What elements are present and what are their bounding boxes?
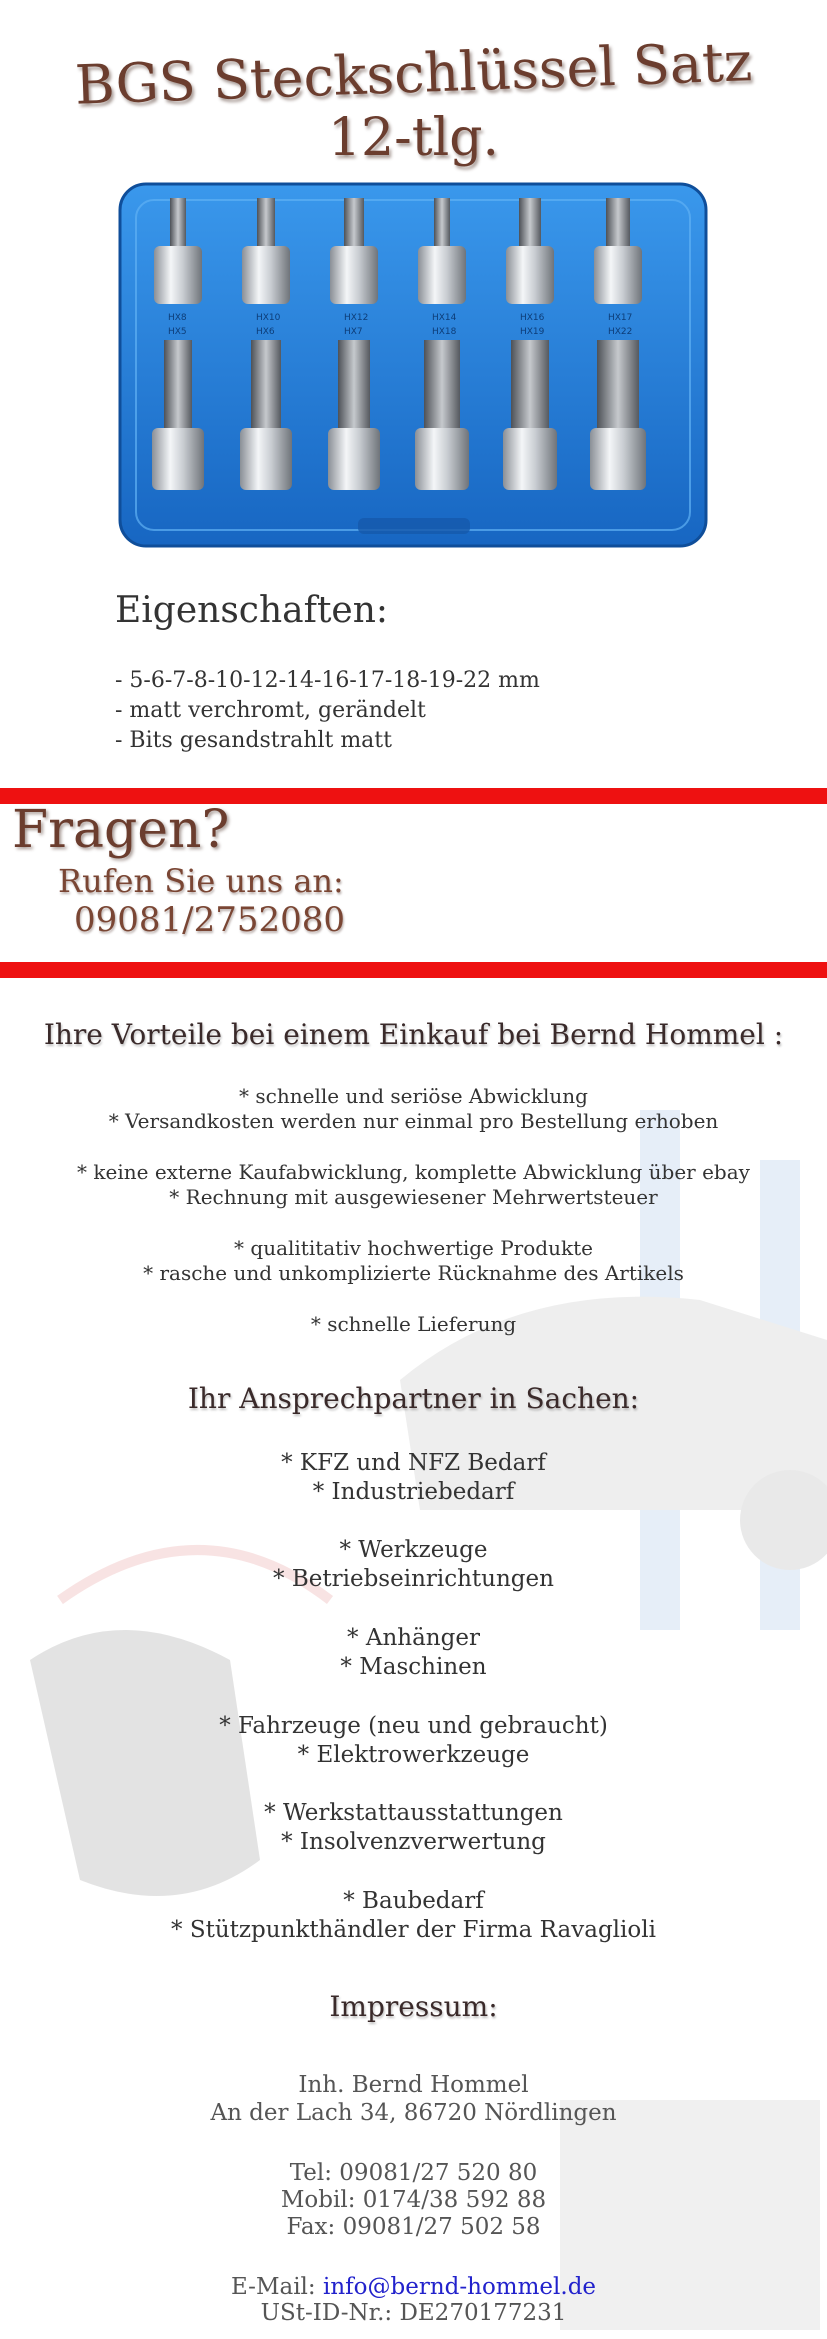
case-label: HX16 — [520, 313, 545, 323]
case-label: HX18 — [432, 327, 457, 337]
properties-heading: Eigenschaften: — [115, 590, 389, 631]
case-label: HX14 — [432, 313, 457, 323]
advantage-item: * schnelle Lieferung — [310, 1312, 517, 1336]
case-label: HX19 — [520, 327, 545, 337]
socket-set-case-illustration — [118, 180, 710, 550]
partner-item: * Werkstattausstattungen — [264, 1800, 563, 1826]
divider-bar — [0, 962, 827, 978]
case-label: HX5 — [168, 327, 187, 337]
impressum-address: An der Lach 34, 86720 Nördlingen — [210, 2100, 617, 2126]
case-label: HX17 — [608, 313, 633, 323]
advantage-item: * Rechnung mit ausgewiesener Mehrwertsteuer — [169, 1185, 658, 1209]
impressum-tel: Tel: 09081/27 520 80 — [289, 2160, 538, 2186]
email-link[interactable]: info@bernd-hommel.de — [322, 2274, 597, 2300]
product-image — [118, 180, 710, 550]
partner-item: * Insolvenzverwertung — [281, 1829, 546, 1855]
impressum-owner: Inh. Bernd Hommel — [298, 2072, 529, 2098]
case-label: HX12 — [344, 313, 369, 323]
advantage-item: * rasche und unkomplizierte Rücknahme des Artikels — [143, 1261, 684, 1285]
partner-item: * KFZ und NFZ Bedarf — [281, 1450, 546, 1476]
case-label: HX22 — [608, 327, 633, 337]
impressum-fax: Fax: 09081/27 502 58 — [286, 2214, 541, 2240]
property-item: - Bits gesandstrahlt matt — [115, 728, 392, 753]
property-item: - 5-6-7-8-10-12-14-16-17-18-19-22 mm — [115, 668, 540, 693]
partner-item: * Fahrzeuge (neu und gebraucht) — [219, 1713, 608, 1739]
advantage-item: * schnelle und seriöse Abwicklung — [239, 1084, 588, 1108]
impressum-ust: USt-ID-Nr.: DE270177231 — [260, 2300, 567, 2326]
contact-call-text: Rufen Sie uns an: — [58, 862, 344, 900]
case-label: HX7 — [344, 327, 363, 337]
partner-item: * Anhänger — [347, 1625, 480, 1651]
contact-phone: 09081/2752080 — [74, 900, 346, 940]
contact-question: Fragen? — [12, 800, 230, 860]
impressum-mobil: Mobil: 0174/38 592 88 — [280, 2187, 547, 2213]
background-illustration — [0, 1040, 827, 2335]
impressum-email-label: E-Mail: — [230, 2274, 323, 2300]
impressum-heading: Impressum: — [329, 1990, 498, 2023]
partner-item: * Baubedarf — [343, 1888, 484, 1914]
page-subtitle: 12-tlg. — [327, 108, 500, 168]
partner-item: * Elektrowerkzeuge — [297, 1742, 530, 1768]
partner-item: * Werkzeuge — [339, 1537, 488, 1563]
case-label: HX10 — [256, 313, 281, 323]
advantage-item: * keine externe Kaufabwicklung, komplette Abwicklung über ebay — [77, 1160, 750, 1184]
partner-heading: Ihr Ansprechpartner in Sachen: — [187, 1382, 640, 1415]
case-label: HX6 — [256, 327, 275, 337]
case-handle-notch — [358, 518, 470, 534]
partner-item: * Stützpunkthändler der Firma Ravaglioli — [171, 1917, 656, 1943]
advantages-heading: Ihre Vorteile bei einem Einkauf bei Bernd Hommel : — [43, 1018, 784, 1051]
page-title: BGS Steckschlüssel Satz — [73, 30, 754, 117]
advantage-item: * Versandkosten werden nur einmal pro Bestellung erhoben — [108, 1109, 719, 1133]
partner-item: * Maschinen — [340, 1654, 487, 1680]
property-item: - matt verchromt, gerändelt — [115, 698, 426, 723]
impressum-email-row — [0, 2274, 827, 2300]
partner-item: * Betriebseinrichtungen — [273, 1566, 554, 1592]
partner-item: * Industriebedarf — [312, 1479, 515, 1505]
case-label: HX8 — [168, 313, 187, 323]
advantage-item: * qualititativ hochwertige Produkte — [234, 1236, 593, 1260]
